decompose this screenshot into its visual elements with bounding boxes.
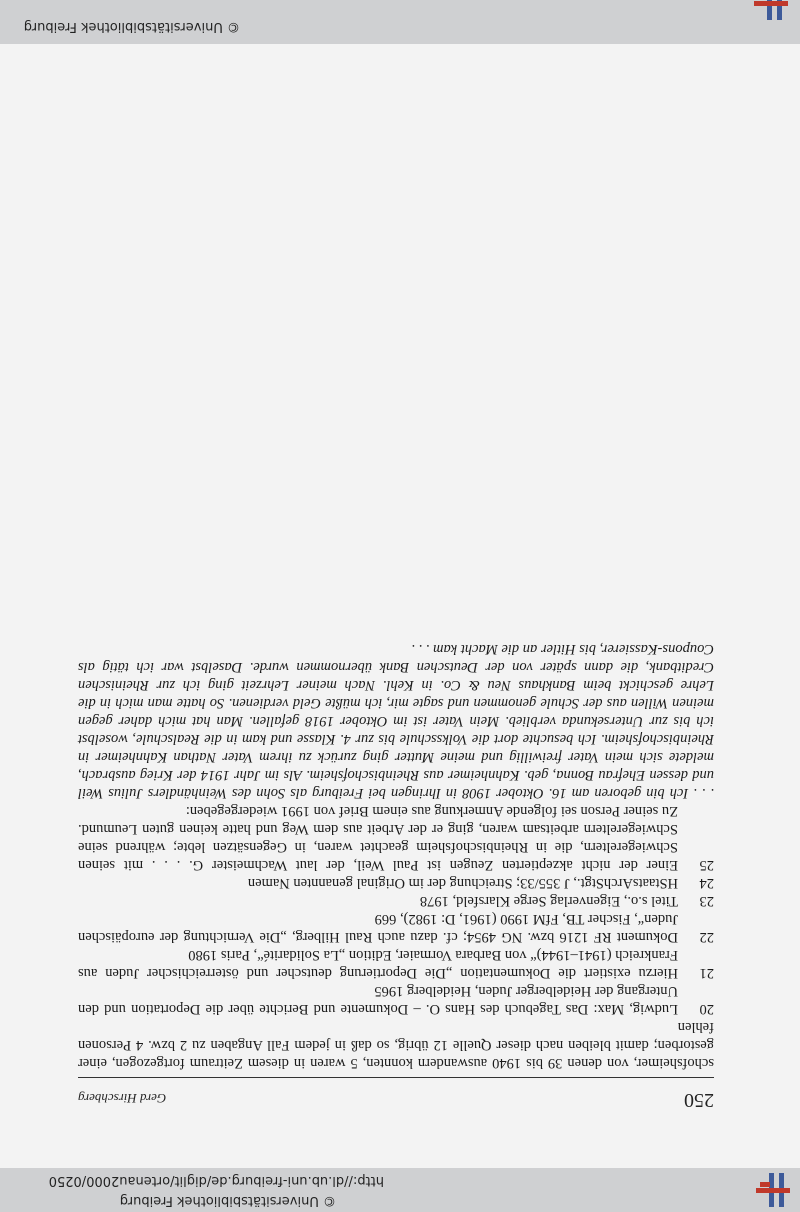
source-url-link[interactable]: http://dl.ub.uni-freiburg.de/diglit/ortenau2000/0250 (48, 1173, 384, 1188)
footnote (78, 892, 714, 910)
footnote-text: Hierzu existiert die Dokumentation „Die Deportierung deutscher und österreichischer Juden aus Frankreich (1941–1944)“ von Barbara Vormaier, Edition „La Solidarité“, Paris 1980 (78, 947, 678, 981)
viewer-bottom-bar (0, 0, 800, 44)
running-author: Gerd Hirschberg (78, 1091, 167, 1106)
rights-notice: © Universitätsbibliothek Freiburg (23, 19, 240, 34)
footnote-text: HStaatsArchStgt., J 355/33; Streichung der im Original genannten Namen (247, 875, 678, 891)
viewer-top-bar (0, 1168, 800, 1212)
library-logo-icon (752, 0, 788, 20)
footnote-number: 21 (699, 965, 714, 981)
footnote-block (78, 640, 714, 1072)
footnote-text: Titel s.o., Eigenverlag Serge Klarsfeld, 1978 (419, 893, 678, 909)
footnote-text: Ludwig, Max: Das Tagebuch des Hans O. – Dokumente und Berichte über die Deportation und den Untergang der Heidelberger Juden, Heidelberg 1965 (78, 983, 678, 1017)
header-rule (78, 1077, 714, 1078)
rights-notice: © Universitätsbibliothek Freiburg (119, 1193, 336, 1208)
footnote-number: 25 (699, 857, 714, 873)
page-number: 250 (684, 1089, 714, 1111)
footnote-continuation: schofsheimer, von denen 39 bis 1940 auswandern konnten, 5 waren in diesem Zeitraum fortgezogen, einer gestorben; damit bleiben nach dieser Quelle 12 übrig, so daß in jedem Fall Angaben zu 2 bzw. 4 Personen fehlen (78, 1019, 714, 1071)
footnote-text: Dokument RF 1216 bzw. NG 4954; cf. dazu auch Raul Hilberg, „Die Vernichtung der europäischen Juden“, Fischer TB, FfM 1990 (1961, D: 1982), 669 (78, 911, 678, 945)
footnote (78, 874, 714, 892)
footnote-number: 24 (699, 875, 714, 891)
footnote-number: 23 (699, 893, 714, 909)
page-scan (0, 44, 800, 1168)
footnote-number: 20 (699, 1001, 714, 1017)
footnote (78, 910, 714, 946)
footnote (78, 802, 714, 874)
footnote (78, 946, 714, 982)
footnote (78, 982, 714, 1018)
running-header (78, 1084, 714, 1111)
letter-quote: . . . Ich bin geboren am 16. Oktober 1908 in Ihringen bei Freiburg als Sohn des Weinhändlers Julius Weil und dessen Ehefrau Bonna, geb. Kahnheimer aus Rheinbischofsheim. Als im Jahr 1914 der Krieg ausbrach, meldete sich mein Vater freiwillig und meine Mutter ging zurück zu ihrem Vater Nathan Kahnheimer in Rheinbischofsheim. Ich besuchte dort die Volksschule bis zur 4. Klasse und kam in die Realschule, woselbst ich bis zur Untersekunda verblieb. Mein Vater ist im Oktober 1918 gefallen. Man hat mich daher gegen meinen Willen aus der Schule genommen und sagte mir, ich müßte Geld verdienen. So hatte man mich in die Lehre geschickt beim Bankhaus Neu & Co. in Kehl. Nach meiner Lehrzeit ging ich zur Rheinischen Creditbank, die dann später von der Deutschen Bank übernommen wurde. Daselbst war ich tätig als Coupons-Kassierer, bis Hitler an die Macht kam . . . (78, 641, 714, 801)
footnote-number: 22 (699, 929, 714, 945)
footnote-text: Einer der nicht akzeptierten Zeugen ist Paul Weil, der laut Wachmeister G. . . . mit seinen Schwiegereltern, die in Rheinbischofsheim geachtet waren, in Gegensätzen lebte; während seine Schwiegereltern arbeitsam waren, ging er der Arbeit aus dem Weg und hatte keinen guten Leumund. Zu seiner Person sei folgende Anmerkung aus einem Brief von 1991 wiedergegeben: (78, 803, 678, 873)
library-logo-icon (754, 1173, 790, 1207)
